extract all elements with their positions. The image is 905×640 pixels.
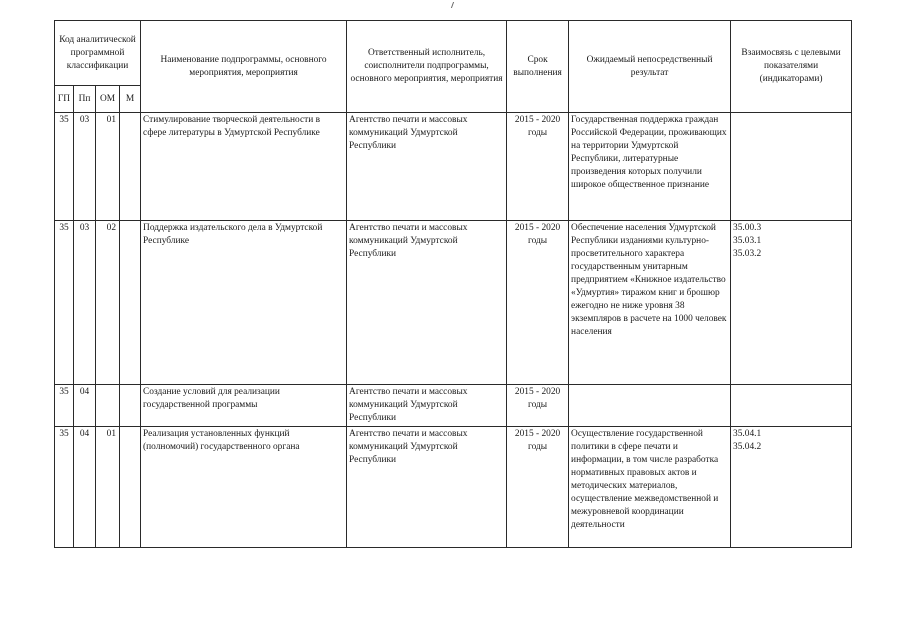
cell-result: Осуществление государственной политики в сфере печати и информации, в том числе разработка нормативных правовых актов и методических материалов, осуществление межведомственной и межуровневой координации деятельности [569, 427, 731, 548]
table-row [55, 221, 852, 385]
header-executor: Ответственный исполнитель, соисполнители подпрограммы, основного мероприятия, мероприятия [347, 21, 507, 113]
scan-artifact [451, 2, 457, 8]
cell-gp: 35 [55, 385, 74, 427]
cell-term: 2015 - 2020 годы [507, 385, 569, 427]
cell-pp: 04 [74, 385, 96, 427]
cell-term: 2015 - 2020 годы [507, 427, 569, 548]
cell-executor: Агентство печати и массовых коммуникаций Удмуртской Республики [347, 113, 507, 221]
indicator-code: 35.03.2 [733, 249, 762, 259]
cell-name: Стимулирование творческой деятельности в сфере литературы в Удмуртской Республике [141, 113, 347, 221]
cell-name: Поддержка издательского дела в Удмуртской Республике [141, 221, 347, 385]
cell-executor: Агентство печати и массовых коммуникаций Удмуртской Республики [347, 427, 507, 548]
cell-term: 2015 - 2020 годы [507, 113, 569, 221]
header-term: Срок выполнения [507, 21, 569, 113]
cell-indicators [731, 221, 852, 385]
cell-executor: Агентство печати и массовых коммуникаций Удмуртской Республики [347, 221, 507, 385]
table-row [55, 427, 852, 548]
indicator-code: 35.00.3 [733, 223, 762, 233]
cell-m [120, 385, 141, 427]
indicator-code: 35.03.1 [733, 236, 762, 246]
cell-om: 01 [96, 427, 120, 548]
cell-indicators [731, 113, 852, 221]
cell-term: 2015 - 2020 годы [507, 221, 569, 385]
cell-m [120, 221, 141, 385]
header-code-gp: ГП [55, 86, 74, 113]
indicator-code: 35.04.2 [733, 442, 762, 452]
cell-executor: Агентство печати и массовых коммуникаций Удмуртской Республики [347, 385, 507, 427]
header-code-om: ОМ [96, 86, 120, 113]
cell-om [96, 385, 120, 427]
cell-gp: 35 [55, 113, 74, 221]
cell-name: Реализация установленных функций (полномочий) государственного органа [141, 427, 347, 548]
cell-pp: 03 [74, 221, 96, 385]
cell-result: Обеспечение населения Удмуртской Республики изданиями культурно-просветительного характера государственным унитарным предприятием «Книжное издательство «Удмуртия» тиражом книг и брошюр ежегодно не ниже уровня 38 экземпляров в расчете на 1000 человек населения [569, 221, 731, 385]
cell-om: 02 [96, 221, 120, 385]
cell-m [120, 113, 141, 221]
cell-result [569, 385, 731, 427]
indicator-code: 35.04.1 [733, 429, 762, 439]
cell-indicators [731, 427, 852, 548]
header-code-pp: Пп [74, 86, 96, 113]
table-row [55, 113, 852, 221]
header-code-group: Код аналитической программной классификации [55, 21, 141, 86]
cell-indicators [731, 385, 852, 427]
cell-om: 01 [96, 113, 120, 221]
cell-name: Создание условий для реализации государственной программы [141, 385, 347, 427]
header-code-m: М [120, 86, 141, 113]
cell-pp: 03 [74, 113, 96, 221]
table-row [55, 385, 852, 427]
header-result: Ожидаемый непосредственный результат [569, 21, 731, 113]
cell-pp: 04 [74, 427, 96, 548]
program-table [54, 20, 852, 548]
cell-gp: 35 [55, 427, 74, 548]
header-indicators: Взаимосвязь с целевыми показателями (индикаторами) [731, 21, 852, 113]
cell-result: Государственная поддержка граждан Российской Федерации, проживающих на территории Удмуртской Республики, литературные произведения которых получили широкое общественное признание [569, 113, 731, 221]
table-header-row [55, 21, 852, 86]
cell-gp: 35 [55, 221, 74, 385]
cell-m [120, 427, 141, 548]
header-name: Наименование подпрограммы, основного мероприятия, мероприятия [141, 21, 347, 113]
